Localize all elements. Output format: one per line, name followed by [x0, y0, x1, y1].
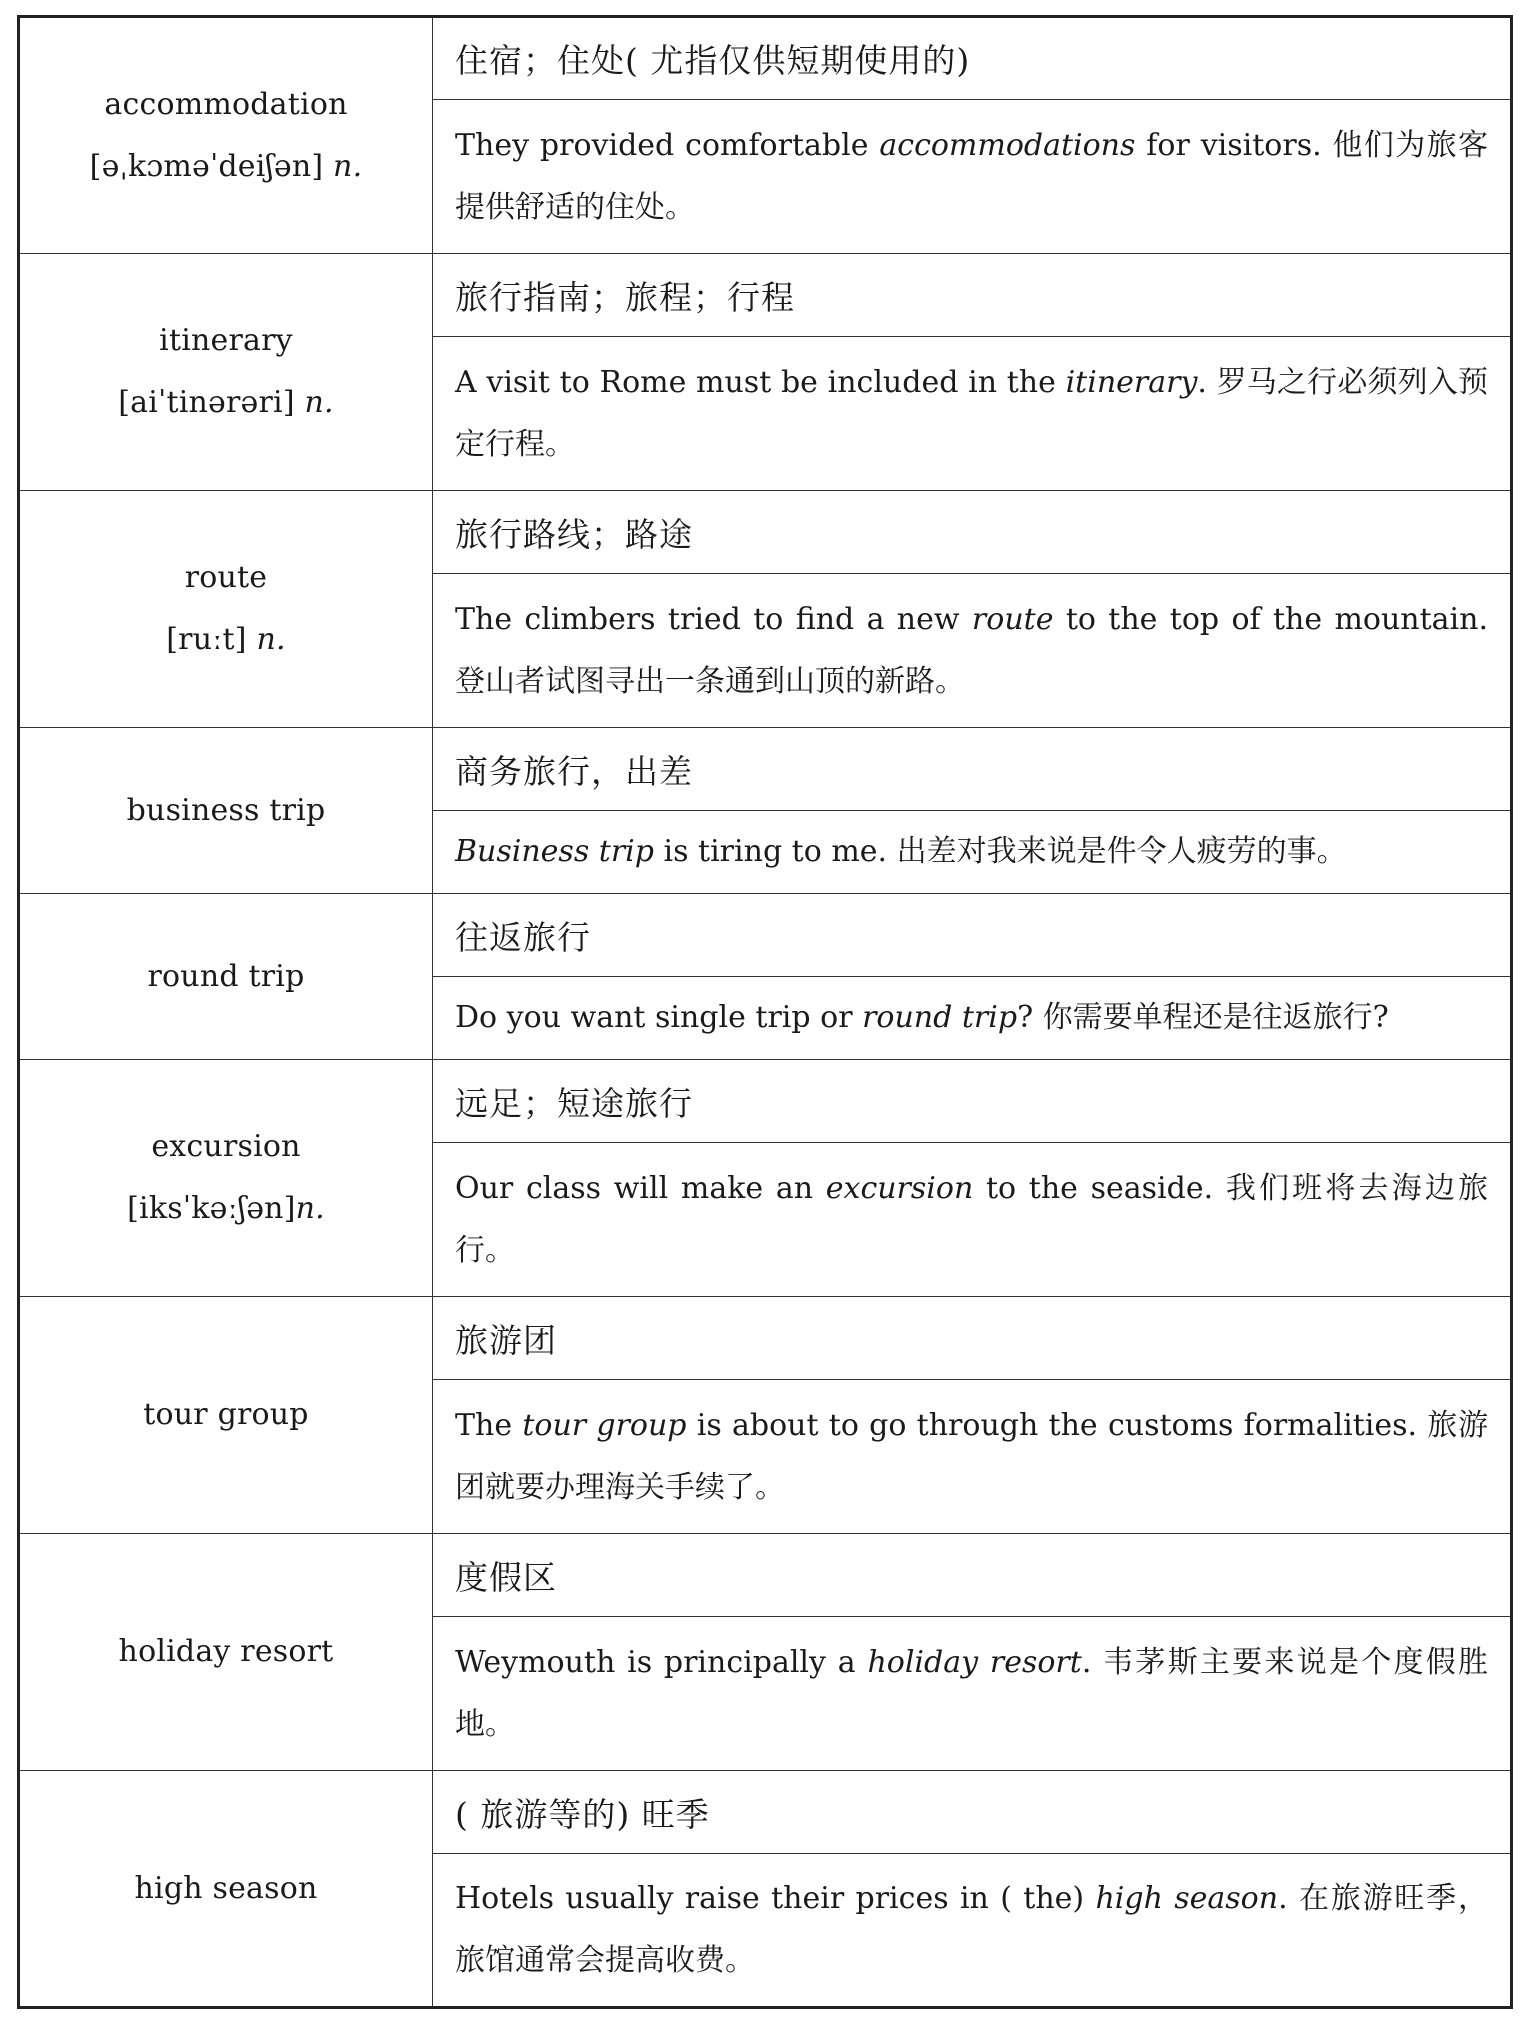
term-word: holiday resort — [118, 1634, 334, 1669]
example-term: holiday resort — [867, 1644, 1082, 1680]
term-word: business trip — [126, 792, 326, 828]
term-cell — [19, 1060, 433, 1297]
entry-row — [19, 491, 1512, 574]
term-word: excursion — [151, 1129, 301, 1164]
term-word: accommodation — [104, 86, 348, 122]
example-cell — [433, 337, 1512, 491]
example-cell — [433, 977, 1512, 1060]
term-pos: n. — [304, 385, 334, 420]
example-text-after: . 韦茅斯主要来说是个度假胜地。 — [455, 1644, 1488, 1742]
term-phonetic-line — [20, 136, 432, 198]
term-phonetic-line — [20, 609, 432, 671]
term-cell — [19, 491, 433, 728]
term-phonetic: [ruːt] — [166, 622, 247, 657]
term-cell — [19, 1771, 433, 2008]
entry-row — [19, 254, 1512, 337]
definition-cell: ( 旅游等的) 旺季 — [433, 1771, 1512, 1854]
term-cell — [19, 728, 433, 894]
example-cell — [433, 1854, 1512, 2008]
term-cell — [19, 894, 433, 1060]
example-text-after: is about to go through the customs formalities. 旅游团就要办理海关手续了。 — [455, 1407, 1489, 1505]
example-cell — [433, 1380, 1512, 1534]
example-text-after: for visitors. 他们为旅客提供舒适的住处。 — [455, 127, 1489, 225]
example-text-after: to the seaside. 我们班将去海边旅行。 — [455, 1170, 1488, 1268]
example-text-before: Weymouth is principally a — [455, 1644, 868, 1680]
example-text-before: Do you want single trip or — [455, 1000, 863, 1035]
definition-cell: 商务旅行，出差 — [433, 728, 1512, 811]
term-cell — [19, 17, 433, 254]
example-cell — [433, 1617, 1512, 1771]
term-phonetic-line — [20, 372, 432, 434]
definition-cell: 旅行路线；路途 — [433, 491, 1512, 574]
term-word: itinerary — [159, 323, 293, 358]
entry-row — [19, 1060, 1512, 1143]
vocabulary-table — [17, 15, 1513, 2009]
term-word: tour group — [143, 1397, 309, 1432]
example-term: round trip — [862, 1000, 1018, 1035]
entry-row — [19, 17, 1512, 100]
definition-cell: 住宿；住处( 尤指仅供短期使用的) — [433, 17, 1512, 100]
term-word: route — [184, 560, 268, 595]
example-text-before: The — [455, 1407, 523, 1443]
entry-row — [19, 1297, 1512, 1380]
example-cell — [433, 1143, 1512, 1297]
example-term: excursion — [825, 1170, 974, 1206]
example-text-before: The climbers tried to find a new — [455, 601, 972, 637]
term-cell — [19, 254, 433, 491]
example-text-before: Our class will make an — [455, 1170, 826, 1206]
example-term: Business trip — [455, 834, 654, 869]
term-phonetic: [iksˈkəːʃən] — [127, 1191, 296, 1226]
example-text-after: . 罗马之行必须列入预定行程。 — [455, 364, 1488, 462]
example-cell — [433, 574, 1512, 728]
term-phonetic-line — [20, 1178, 432, 1240]
term-pos: n. — [333, 148, 363, 184]
example-term: tour group — [522, 1407, 687, 1443]
example-cell — [433, 811, 1512, 894]
term-phonetic: [əˌkɔməˈdeiʃən] — [89, 148, 324, 184]
example-text-before: Hotels usually raise their prices in ( the) — [455, 1881, 1096, 1916]
example-cell — [433, 100, 1512, 254]
definition-cell: 旅行指南；旅程；行程 — [433, 254, 1512, 337]
definition-cell: 度假区 — [433, 1534, 1512, 1617]
example-text-after: to the top of the mountain. 登山者试图寻出一条通到山顶的新路。 — [455, 601, 1488, 699]
example-term: itinerary — [1065, 364, 1198, 400]
example-text-after: is tiring to me. 出差对我来说是件令人疲劳的事。 — [653, 834, 1347, 869]
example-term: high season — [1095, 1881, 1279, 1916]
definition-cell: 旅游团 — [433, 1297, 1512, 1380]
example-term: route — [971, 601, 1054, 637]
term-word: round trip — [147, 958, 305, 994]
example-text-after: . 在旅游旺季，旅馆通常会提高收费。 — [455, 1881, 1488, 1978]
entry-row — [19, 1771, 1512, 1854]
definition-cell: 远足；短途旅行 — [433, 1060, 1512, 1143]
term-phonetic: [aiˈtinərəri] — [118, 385, 295, 420]
term-pos: n. — [256, 622, 286, 657]
example-term: accommodations — [879, 127, 1136, 163]
entry-row — [19, 728, 1512, 811]
term-word: high season — [134, 1870, 318, 1906]
term-pos: n. — [295, 1191, 325, 1226]
example-text-before: A visit to Rome must be included in the — [455, 364, 1066, 400]
entry-row — [19, 894, 1512, 977]
entry-row — [19, 1534, 1512, 1617]
term-cell — [19, 1297, 433, 1534]
definition-cell: 往返旅行 — [433, 894, 1512, 977]
example-text-after: ? 你需要单程还是往返旅行? — [1017, 1000, 1389, 1035]
example-text-before: They provided comfortable — [455, 127, 880, 163]
term-cell — [19, 1534, 433, 1771]
